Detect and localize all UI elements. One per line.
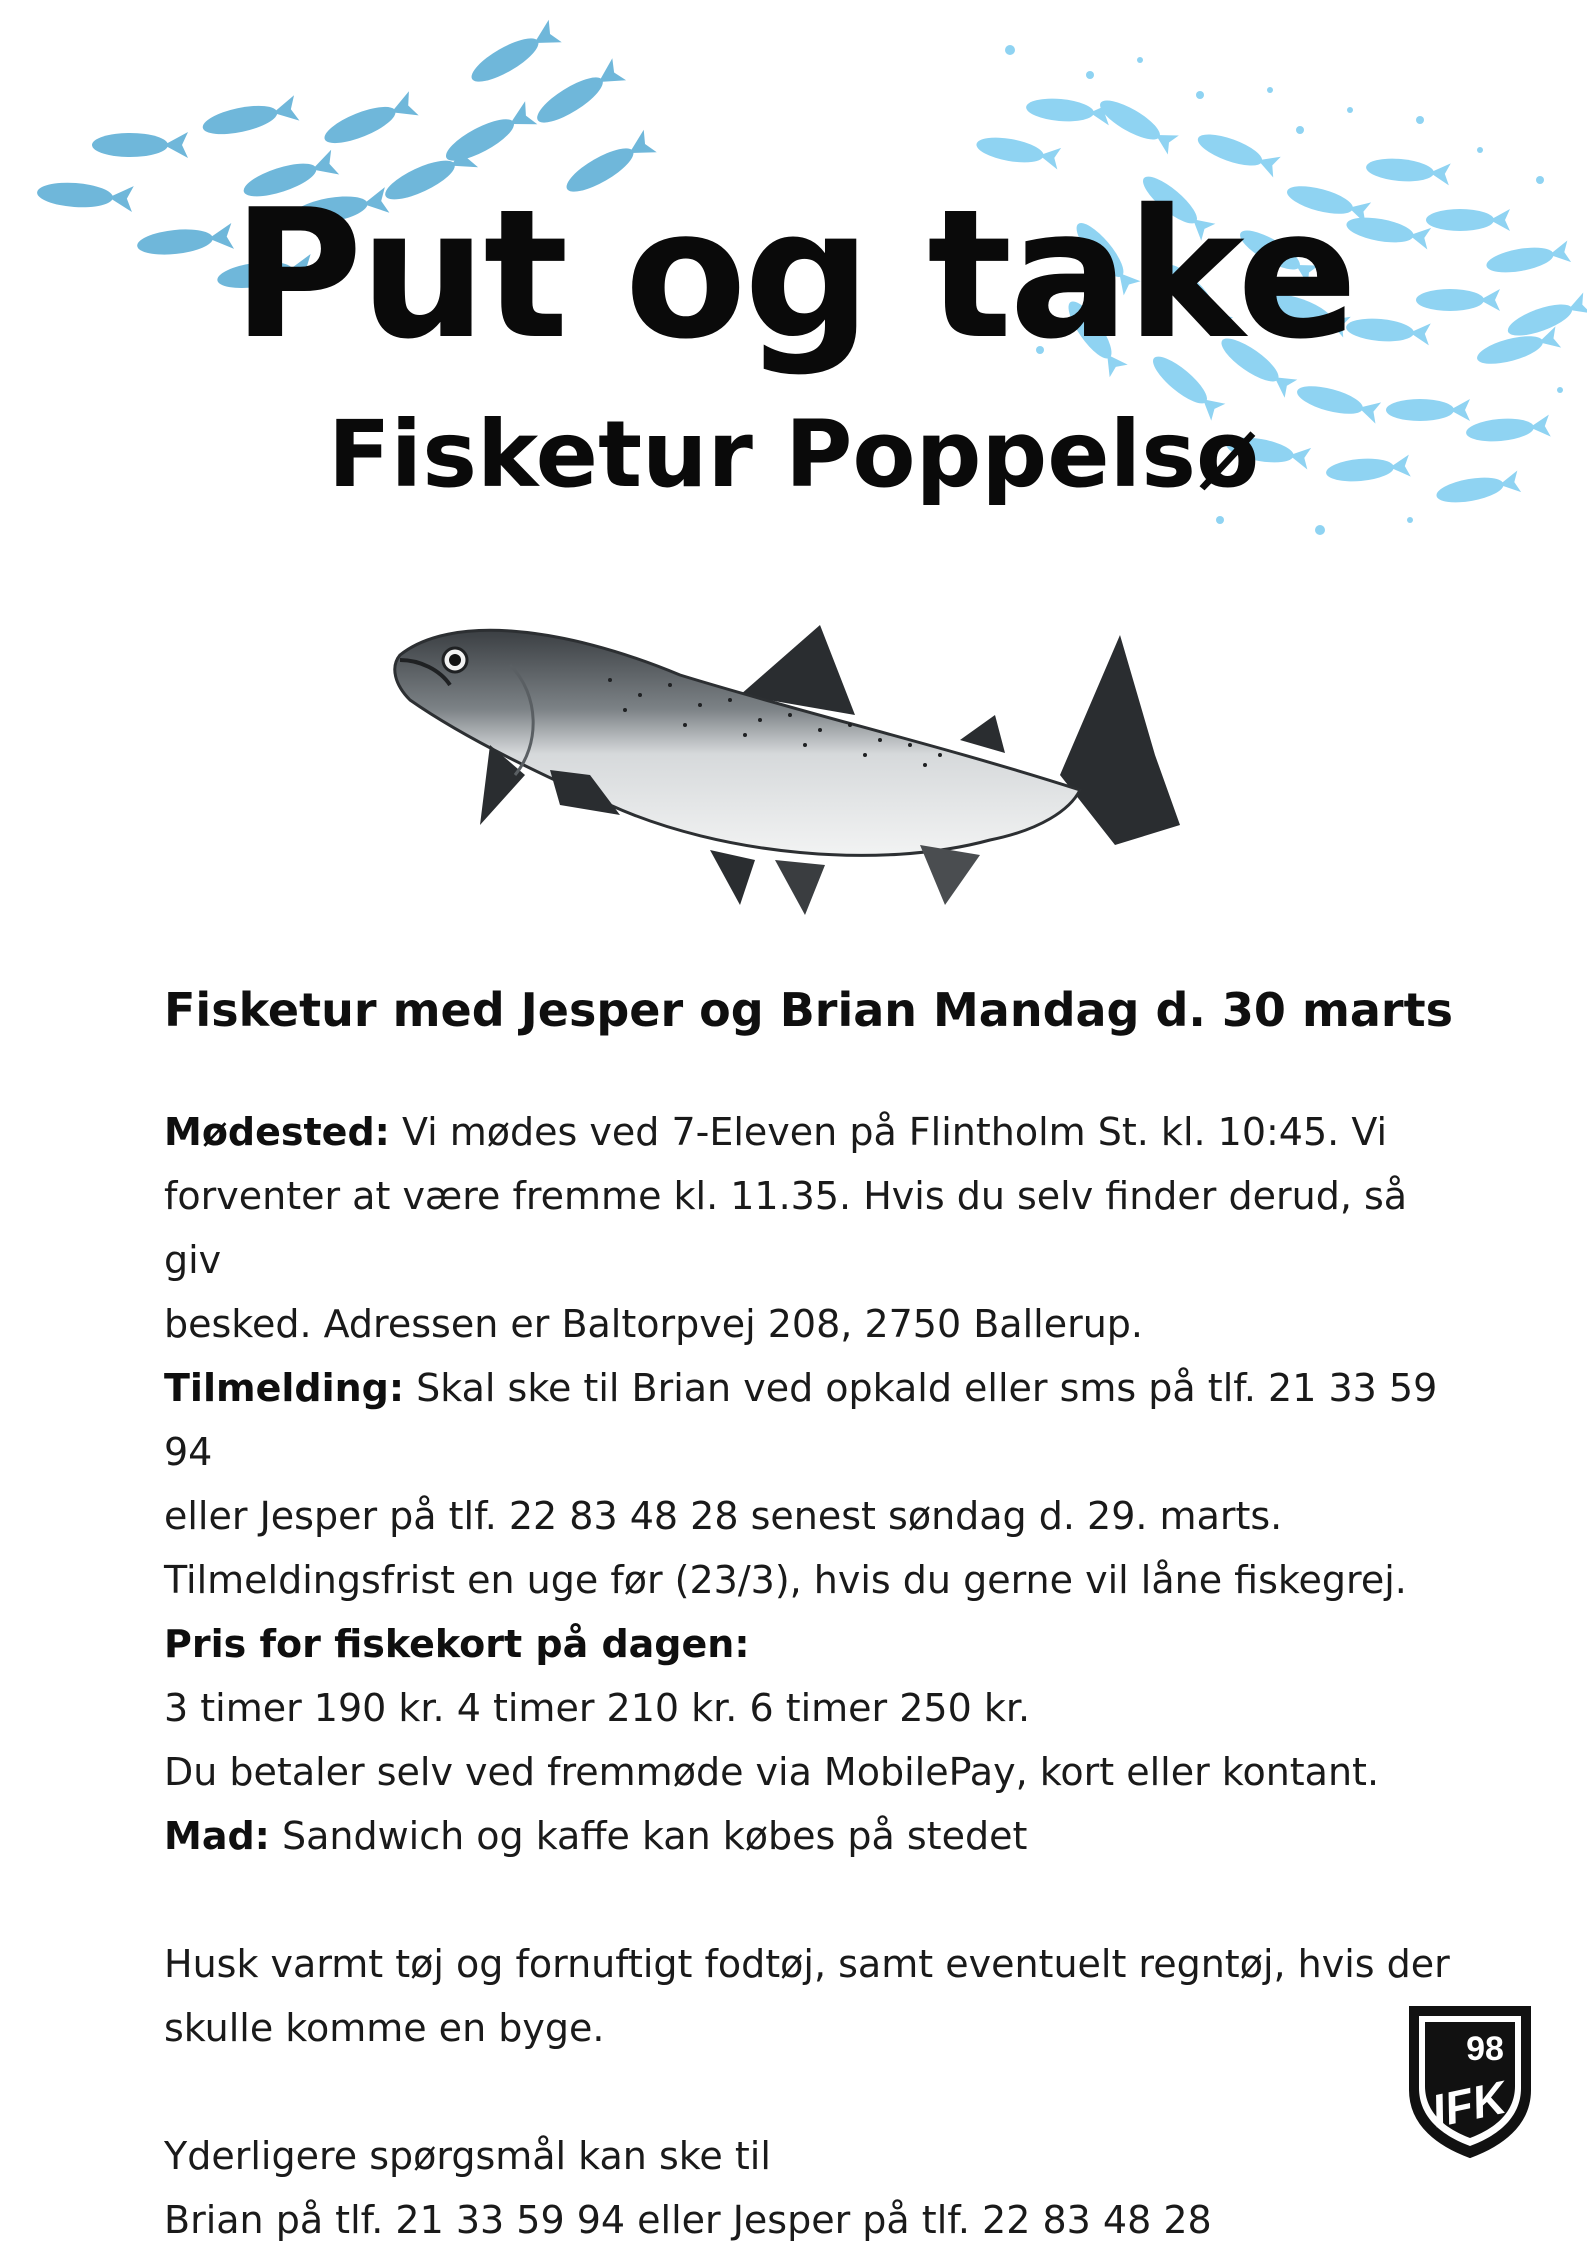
- meeting-label: Mødested:: [164, 1110, 390, 1154]
- food-text: Sandwich og kaffe kan købes på stedet: [281, 1814, 1028, 1858]
- signup-text-line-2: eller Jesper på tlf. 22 83 48 28 senest søndag d. 29. marts.: [164, 1494, 1283, 1538]
- spacer: [164, 1868, 1464, 1932]
- signup-text-line-1: Skal ske til Brian ved opkald eller sms på tlf. 21 33 59 94: [164, 1366, 1438, 1474]
- price-paragraph: [164, 1612, 1464, 1804]
- logo-number: 98: [1466, 2030, 1504, 2068]
- meeting-text-line-3: besked. Adressen er Baltorpvej 208, 2750 Ballerup.: [164, 1302, 1143, 1346]
- food-paragraph: [164, 1804, 1464, 1868]
- contact-paragraph: [164, 2124, 1464, 2252]
- event-headline: Fisketur med Jesper og Brian Mandag d. 30 marts: [164, 983, 1453, 1037]
- poster-body: [164, 980, 1464, 2252]
- poster-subtitle: Fisketur Poppelsø: [327, 401, 1260, 508]
- meeting-paragraph: [164, 1100, 1464, 1356]
- signup-text-line-3: Tilmeldingsfrist en uge før (23/3), hvis du gerne vil låne fiskegrej.: [164, 1558, 1407, 1602]
- price-text-line-2: Du betaler selv ved fremmøde via MobilePay, kort eller kontant.: [164, 1750, 1380, 1794]
- price-label: Pris for fiskekort på dagen:: [164, 1622, 750, 1666]
- contact-line-2: Brian på tlf. 21 33 59 94 eller Jesper på tlf. 22 83 48 28: [164, 2198, 1212, 2242]
- contact-line-1: Yderligere spørgsmål kan ske til: [164, 2134, 771, 2178]
- spacer: [164, 2060, 1464, 2124]
- reminder-line-1: Husk varmt tøj og fornuftigt fodtøj, samt eventuelt regntøj, hvis der: [164, 1942, 1450, 1986]
- signup-label: Tilmelding:: [164, 1366, 405, 1410]
- food-label: Mad:: [164, 1814, 270, 1858]
- reminder-paragraph: [164, 1932, 1464, 2060]
- signup-paragraph: [164, 1356, 1464, 1612]
- club-shield-logo: [1405, 2000, 1535, 2160]
- logo-letters: IFK: [1427, 2070, 1511, 2138]
- reminder-line-2: skulle komme en byge.: [164, 2006, 605, 2050]
- meeting-text-line-2: forventer at være fremme kl. 11.35. Hvis du selv finder derud, så giv: [164, 1174, 1408, 1282]
- price-text-line-1: 3 timer 190 kr. 4 timer 210 kr. 6 timer 250 kr.: [164, 1686, 1031, 1730]
- poster-title: Put og take: [232, 171, 1355, 378]
- meeting-text-line-1: Vi mødes ved 7-Eleven på Flintholm St. kl. 10:45. Vi: [401, 1110, 1388, 1154]
- salmon-illustration: [380, 605, 1180, 965]
